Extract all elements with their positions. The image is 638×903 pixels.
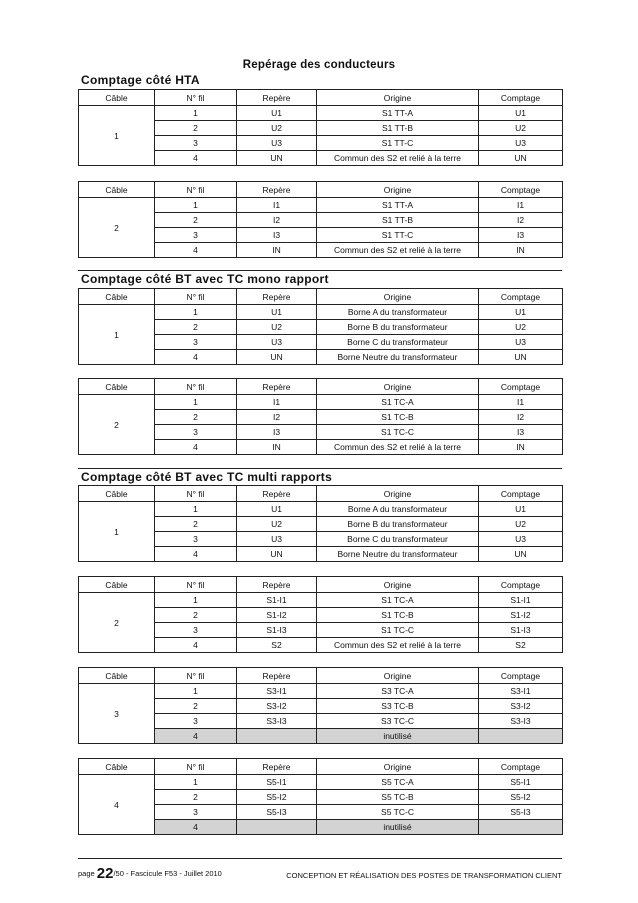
origin: S1 TC-B bbox=[317, 608, 479, 623]
origin: Borne B du transformateur bbox=[317, 517, 479, 532]
header-comptage: Comptage bbox=[479, 668, 563, 684]
origin: S1 TT-B bbox=[317, 121, 479, 136]
marker bbox=[237, 820, 317, 835]
wire-number: 3 bbox=[155, 805, 237, 820]
section-title-bt-multi: Comptage côté BT avec TC multi rapports bbox=[81, 470, 333, 484]
marker: U1 bbox=[237, 106, 317, 121]
header-fil: N° fil bbox=[155, 577, 237, 593]
header-repere: Repère bbox=[237, 289, 317, 305]
header-origine: Origine bbox=[317, 289, 479, 305]
table-header-row bbox=[79, 379, 563, 395]
section-title-bt-mono: Comptage côté BT avec TC mono rapport bbox=[81, 272, 329, 286]
marker: U1 bbox=[237, 502, 317, 517]
header-cable: Câble bbox=[79, 668, 155, 684]
table-header-row bbox=[79, 577, 563, 593]
cable-number: 1 bbox=[79, 305, 155, 365]
origin: S1 TT-B bbox=[317, 213, 479, 228]
header-repere: Repère bbox=[237, 759, 317, 775]
footer-divider bbox=[78, 858, 562, 859]
header-comptage: Comptage bbox=[479, 289, 563, 305]
wire-number: 2 bbox=[155, 320, 237, 335]
origin: Borne A du transformateur bbox=[317, 502, 479, 517]
header-origine: Origine bbox=[317, 379, 479, 395]
origin: S5 TC-B bbox=[317, 790, 479, 805]
header-origine: Origine bbox=[317, 577, 479, 593]
header-cable: Câble bbox=[79, 759, 155, 775]
wire-number: 3 bbox=[155, 335, 237, 350]
header-repere: Repère bbox=[237, 90, 317, 106]
wire-number: 4 bbox=[155, 151, 237, 166]
header-fil: N° fil bbox=[155, 668, 237, 684]
cable-number: 4 bbox=[79, 775, 155, 835]
metering: I2 bbox=[479, 410, 563, 425]
table-header-row bbox=[79, 289, 563, 305]
footer-document-title: CONCEPTION ET RÉALISATION DES POSTES DE TRANSFORMATION CLIENT bbox=[286, 871, 562, 880]
metering: UN bbox=[479, 547, 563, 562]
header-comptage: Comptage bbox=[479, 577, 563, 593]
origin: Commun des S2 et relié à la terre bbox=[317, 243, 479, 258]
wire-number: 4 bbox=[155, 638, 237, 653]
origin: Commun des S2 et relié à la terre bbox=[317, 440, 479, 455]
cable-number: 2 bbox=[79, 395, 155, 455]
header-origine: Origine bbox=[317, 182, 479, 198]
table-header-row bbox=[79, 486, 563, 502]
marker: U2 bbox=[237, 121, 317, 136]
header-fil: N° fil bbox=[155, 379, 237, 395]
header-comptage: Comptage bbox=[479, 379, 563, 395]
marker: UN bbox=[237, 547, 317, 562]
header-comptage: Comptage bbox=[479, 486, 563, 502]
metering: S1-I2 bbox=[479, 608, 563, 623]
section-divider-bt-multi bbox=[78, 468, 562, 469]
metering: UN bbox=[479, 350, 563, 365]
header-cable: Câble bbox=[79, 289, 155, 305]
marker: U1 bbox=[237, 305, 317, 320]
table-row bbox=[79, 684, 563, 699]
section-divider-bt-mono bbox=[78, 270, 562, 271]
header-fil: N° fil bbox=[155, 90, 237, 106]
wire-number: 4 bbox=[155, 547, 237, 562]
metering: S2 bbox=[479, 638, 563, 653]
metering: S5-I3 bbox=[479, 805, 563, 820]
header-repere: Repère bbox=[237, 379, 317, 395]
footer-page-number: 22 bbox=[96, 865, 114, 882]
wire-number: 3 bbox=[155, 425, 237, 440]
marker bbox=[237, 729, 317, 744]
page-title: Repérage des conducteurs bbox=[242, 59, 396, 71]
marker: I3 bbox=[237, 228, 317, 243]
marker: S3-I1 bbox=[237, 684, 317, 699]
wire-number: 3 bbox=[155, 623, 237, 638]
table-row bbox=[79, 593, 563, 608]
header-repere: Repère bbox=[237, 577, 317, 593]
origin: S5 TC-C bbox=[317, 805, 479, 820]
table-header-row bbox=[79, 668, 563, 684]
header-repere: Repère bbox=[237, 182, 317, 198]
marker: U3 bbox=[237, 136, 317, 151]
metering: S3-I2 bbox=[479, 699, 563, 714]
wire-number: 3 bbox=[155, 136, 237, 151]
wire-number: 2 bbox=[155, 121, 237, 136]
header-comptage: Comptage bbox=[479, 182, 563, 198]
metering: U1 bbox=[479, 502, 563, 517]
origin: Borne Neutre du transformateur bbox=[317, 547, 479, 562]
metering: U3 bbox=[479, 532, 563, 547]
metering: S3-I1 bbox=[479, 684, 563, 699]
wiring-table-section3-cable4 bbox=[78, 758, 563, 835]
header-origine: Origine bbox=[317, 486, 479, 502]
wire-number: 1 bbox=[155, 684, 237, 699]
origin: Borne C du transformateur bbox=[317, 335, 479, 350]
marker: S5-I2 bbox=[237, 790, 317, 805]
cable-number: 3 bbox=[79, 684, 155, 744]
marker: S1-I2 bbox=[237, 608, 317, 623]
metering: U2 bbox=[479, 517, 563, 532]
wire-number: 4 bbox=[155, 350, 237, 365]
origin: S1 TT-C bbox=[317, 228, 479, 243]
cable-number: 2 bbox=[79, 198, 155, 258]
marker: S1-I1 bbox=[237, 593, 317, 608]
wire-number: 4 bbox=[155, 729, 237, 744]
origin: S1 TC-C bbox=[317, 425, 479, 440]
origin: inutilisé bbox=[317, 820, 479, 835]
header-comptage: Comptage bbox=[479, 90, 563, 106]
header-cable: Câble bbox=[79, 577, 155, 593]
table-header-row bbox=[79, 182, 563, 198]
table-header-row bbox=[79, 90, 563, 106]
cable-number: 1 bbox=[79, 502, 155, 562]
header-origine: Origine bbox=[317, 90, 479, 106]
wire-number: 2 bbox=[155, 699, 237, 714]
metering: IN bbox=[479, 243, 563, 258]
metering: U3 bbox=[479, 335, 563, 350]
wire-number: 3 bbox=[155, 228, 237, 243]
header-fil: N° fil bbox=[155, 759, 237, 775]
origin: Borne B du transformateur bbox=[317, 320, 479, 335]
wiring-table-section2-cable2 bbox=[78, 378, 563, 455]
origin: S1 TC-B bbox=[317, 410, 479, 425]
wire-number: 1 bbox=[155, 305, 237, 320]
metering: S1-I3 bbox=[479, 623, 563, 638]
metering: S1-I1 bbox=[479, 593, 563, 608]
wire-number: 1 bbox=[155, 106, 237, 121]
marker: UN bbox=[237, 151, 317, 166]
marker: U2 bbox=[237, 517, 317, 532]
header-origine: Origine bbox=[317, 668, 479, 684]
metering: I3 bbox=[479, 425, 563, 440]
wiring-table-section3-cable2 bbox=[78, 576, 563, 653]
header-cable: Câble bbox=[79, 90, 155, 106]
metering: UN bbox=[479, 151, 563, 166]
metering: S5-I1 bbox=[479, 775, 563, 790]
origin: S1 TC-A bbox=[317, 395, 479, 410]
metering: I2 bbox=[479, 213, 563, 228]
metering: U2 bbox=[479, 320, 563, 335]
origin: S5 TC-A bbox=[317, 775, 479, 790]
section-title-hta: Comptage côté HTA bbox=[81, 73, 200, 87]
header-cable: Câble bbox=[79, 486, 155, 502]
wiring-table-section3-cable3 bbox=[78, 667, 563, 744]
origin: S1 TC-A bbox=[317, 593, 479, 608]
table-row bbox=[79, 106, 563, 121]
wire-number: 1 bbox=[155, 395, 237, 410]
marker: UN bbox=[237, 350, 317, 365]
origin: S3 TC-A bbox=[317, 684, 479, 699]
origin: S1 TT-C bbox=[317, 136, 479, 151]
marker: I2 bbox=[237, 410, 317, 425]
wire-number: 2 bbox=[155, 213, 237, 228]
metering: IN bbox=[479, 440, 563, 455]
wiring-table-section3-cable1 bbox=[78, 485, 563, 562]
wire-number: 1 bbox=[155, 198, 237, 213]
header-cable: Câble bbox=[79, 379, 155, 395]
origin: Commun des S2 et relié à la terre bbox=[317, 151, 479, 166]
marker: I1 bbox=[237, 198, 317, 213]
marker: S5-I1 bbox=[237, 775, 317, 790]
header-cable: Câble bbox=[79, 182, 155, 198]
metering: I1 bbox=[479, 198, 563, 213]
metering bbox=[479, 729, 563, 744]
header-origine: Origine bbox=[317, 759, 479, 775]
wire-number: 4 bbox=[155, 440, 237, 455]
metering: U3 bbox=[479, 136, 563, 151]
header-fil: N° fil bbox=[155, 182, 237, 198]
cable-number: 1 bbox=[79, 106, 155, 166]
metering: U1 bbox=[479, 106, 563, 121]
origin: S3 TC-B bbox=[317, 699, 479, 714]
header-comptage: Comptage bbox=[479, 759, 563, 775]
metering: U2 bbox=[479, 121, 563, 136]
metering bbox=[479, 820, 563, 835]
origin: Borne Neutre du transformateur bbox=[317, 350, 479, 365]
table-row bbox=[79, 502, 563, 517]
wiring-table-section2-cable1 bbox=[78, 288, 563, 365]
origin: inutilisé bbox=[317, 729, 479, 744]
wire-number: 2 bbox=[155, 410, 237, 425]
header-fil: N° fil bbox=[155, 486, 237, 502]
table-row bbox=[79, 198, 563, 213]
wire-number: 3 bbox=[155, 714, 237, 729]
marker: I3 bbox=[237, 425, 317, 440]
origin: Commun des S2 et relié à la terre bbox=[317, 638, 479, 653]
footer-page-suffix: /50 - Fascicule F53 - Juillet 2010 bbox=[113, 869, 222, 878]
table-row bbox=[79, 305, 563, 320]
marker: U3 bbox=[237, 532, 317, 547]
table-header-row bbox=[79, 759, 563, 775]
marker: U3 bbox=[237, 335, 317, 350]
metering: I1 bbox=[479, 395, 563, 410]
origin: S1 TT-A bbox=[317, 106, 479, 121]
marker: S1-I3 bbox=[237, 623, 317, 638]
wire-number: 2 bbox=[155, 517, 237, 532]
wire-number: 2 bbox=[155, 790, 237, 805]
header-repere: Repère bbox=[237, 668, 317, 684]
metering: S3-I3 bbox=[479, 714, 563, 729]
wire-number: 1 bbox=[155, 502, 237, 517]
metering: I3 bbox=[479, 228, 563, 243]
wire-number: 4 bbox=[155, 820, 237, 835]
wiring-table-section1-cable2 bbox=[78, 181, 563, 258]
marker: IN bbox=[237, 243, 317, 258]
metering: U1 bbox=[479, 305, 563, 320]
wire-number: 1 bbox=[155, 775, 237, 790]
cable-number: 2 bbox=[79, 593, 155, 653]
origin: S3 TC-C bbox=[317, 714, 479, 729]
metering: S5-I2 bbox=[479, 790, 563, 805]
wire-number: 1 bbox=[155, 593, 237, 608]
footer-page-prefix: page bbox=[78, 869, 95, 878]
header-repere: Repère bbox=[237, 486, 317, 502]
marker: S3-I2 bbox=[237, 699, 317, 714]
marker: S5-I3 bbox=[237, 805, 317, 820]
origin: Borne C du transformateur bbox=[317, 532, 479, 547]
marker: I2 bbox=[237, 213, 317, 228]
marker: IN bbox=[237, 440, 317, 455]
footer-page-info bbox=[78, 865, 222, 882]
table-row bbox=[79, 775, 563, 790]
marker: I1 bbox=[237, 395, 317, 410]
wire-number: 3 bbox=[155, 532, 237, 547]
table-row bbox=[79, 395, 563, 410]
marker: U2 bbox=[237, 320, 317, 335]
origin: S1 TT-A bbox=[317, 198, 479, 213]
origin: Borne A du transformateur bbox=[317, 305, 479, 320]
marker: S2 bbox=[237, 638, 317, 653]
wire-number: 4 bbox=[155, 243, 237, 258]
wire-number: 2 bbox=[155, 608, 237, 623]
header-fil: N° fil bbox=[155, 289, 237, 305]
marker: S3-I3 bbox=[237, 714, 317, 729]
origin: S1 TC-C bbox=[317, 623, 479, 638]
wiring-table-section1-cable1 bbox=[78, 89, 563, 166]
